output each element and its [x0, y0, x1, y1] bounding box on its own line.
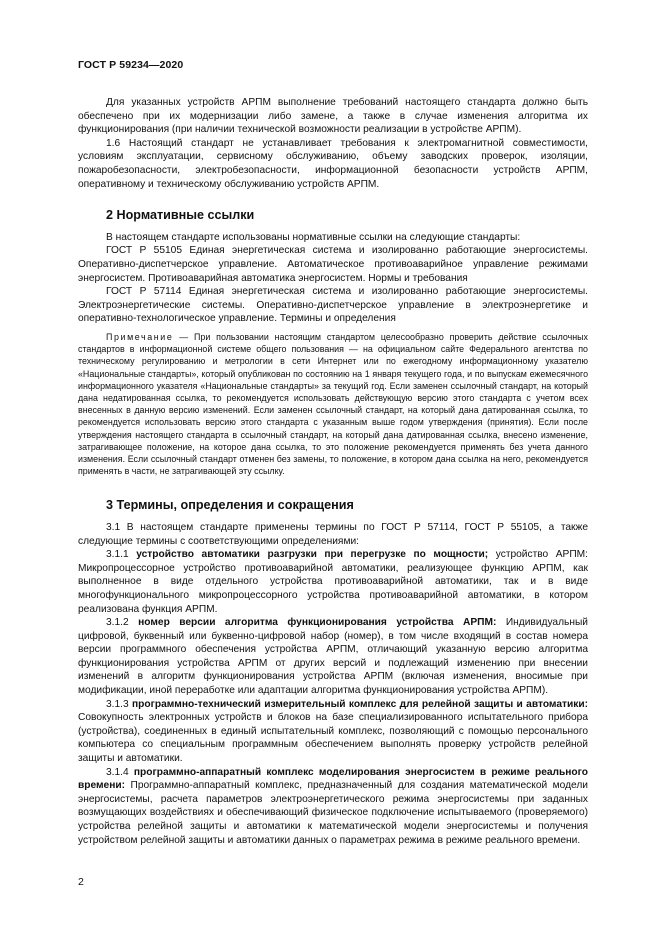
section-heading-terms: 3 Термины, определения и сокращения	[106, 498, 354, 513]
reference-item: ГОСТ Р 55105 Единая энергетическая система и изолированно работающие энергосистемы. Оперативно-диспетчерское управление. Автоматическое противоаварийное управление режимами энергосистем. Противоаварийная автоматика энергосистем. Нормы и требования	[78, 245, 588, 284]
note-text: — При пользовании настоящим стандартом целесообразно проверить действие ссылочных стандартов в информационной системе общего пользования — на официальном сайте Федерального агентства по техническому регулированию и метрологии в сети Интернет или по ежегодному информационному указателю «Национальные стандарты», который опубликован по состоянию на 1 января текущего года, и по выпускам ежемесячного информационного указателя «Национальные стандарты» за текущий год. Если заменен ссылочный стандарт, на который дана недатированная ссылка, то рекомендуется использовать действующую версию этого стандарта с учетом всех внесенных в данную версию изменений. Если заменен ссылочный стандарт, на который дана датированная ссылка, то рекомендуется использовать версию этого стандарта с указанным выше годом утверждения (принятия). Если после утверждения настоящего стандарта в ссылочный стандарт, на который дана датированная ссылка, внесено изменение, затрагивающее положение, на которое дана ссылка, то это положение рекомендуется применять без учета данного изменения. Если ссылочный стандарт отменен без замены, то положение, в котором дана ссылка на него, рекомендуется применять в части, не затрагивающей эту ссылку.	[78, 331, 588, 477]
term-title: номер версии алгоритма функционирования устройства АРПМ:	[138, 617, 497, 629]
term-entry	[78, 548, 588, 616]
term-number: 3.1.3	[106, 698, 133, 710]
term-title: программно-аппаратный комплекс моделирования энергосистем в режиме реального времени:	[78, 766, 588, 792]
term-title: устройство автоматики разгрузки при перегрузке по мощности;	[136, 549, 489, 561]
note	[78, 331, 588, 477]
term-number: 3.1.4	[106, 766, 134, 778]
document-header: ГОСТ Р 59234—2020	[78, 59, 184, 71]
term-definition: Индивидуальный цифровой, буквенный или буквенно-цифровой набор (номер), в том числе входящий в состав номера версии программного обеспечения устройства АРПМ, отличающий указанную версию алгоритма функционирования устройства АРПМ от других версий и подлежащий изменению при внесении изменений в алгоритм функционирования устройства АРПМ (включая изменения, вносимые при модификации, иной переработке или адаптации алгоритма функционирования устройства АРПМ).	[78, 617, 588, 697]
intro-paragraph: 1.6 Настоящий стандарт не устанавливает требования к электромагнитной совместимости, условиям эксплуатации, сервисному обслуживанию, объему заводских проверок, изоляции, пожаробезопасности, электробезопасности, информационной безопасности устройств АРПМ, оперативному и техническому обслуживанию устройств АРПМ.	[78, 137, 588, 190]
note-label: Примечание	[106, 331, 174, 342]
intro-paragraph: Для указанных устройств АРПМ выполнение требований настоящего стандарта должно быть обеспечено при их модернизации либо замене, а также в случае изменения алгоритма их функционирования (при наличии технической возможности реализации в устройстве АРПМ).	[78, 97, 588, 136]
term-definition: устройство АРПМ: Микропроцессорное устройство противоаварийной автоматики, реализующее функцию АРПМ, как выполненное в виде отдельного устройства противоаварийной автоматики, так и в виде многофункционального микропроцессорного устройства противоаварийной автоматики, в котором реализована функция АРПМ.	[78, 549, 588, 615]
page-number: 2	[78, 876, 84, 888]
term-entry	[78, 616, 588, 698]
paragraph: В настоящем стандарте использованы нормативные ссылки на следующие стандарты:	[106, 231, 521, 243]
term-entry	[78, 698, 588, 766]
section-heading-normative-references: 2 Нормативные ссылки	[106, 208, 255, 223]
term-title: программно-технический измерительный комплекс для релейной защиты и автоматики:	[132, 698, 588, 710]
term-definition: Совокупность электронных устройств и блоков на базе специализированного испытательного прибора (устройства), соединенных в единый испытательный комплекс, позволяющий с помощью персонального компьютера со специальным программным обеспечением выполнять проверку устройств релейной защиты и автоматики.	[78, 712, 588, 765]
term-number: 3.1.1	[106, 549, 137, 561]
term-definition: Программно-аппаратный комплекс, предназначенный для создания математической модели энергосистемы, расчета параметров электроэнергетического режима энергосистемы при заданных возмущающих воздействиях и обеспечивающий физическое подключение испытываемого (проверяемого) устройства релейной защиты и автоматики к математической модели энергосистемы и получения устройством релейной защиты и автоматики данных о параметрах режима в режиме реального времени.	[78, 780, 588, 846]
page-content	[78, 96, 588, 847]
term-entry	[78, 766, 588, 848]
paragraph: 3.1 В настоящем стандарте применены термины по ГОСТ Р 57114, ГОСТ Р 55105, а также следующие термины с соответствующими определениями:	[78, 521, 588, 547]
reference-item: ГОСТ Р 57114 Единая энергетическая система и изолированно работающие энергосистемы. Электроэнергетические системы. Оперативно-диспетчерское управление в электроэнергетике и оперативно-технологическое управление. Термины и определения	[78, 286, 588, 325]
term-number: 3.1.2	[106, 617, 139, 629]
